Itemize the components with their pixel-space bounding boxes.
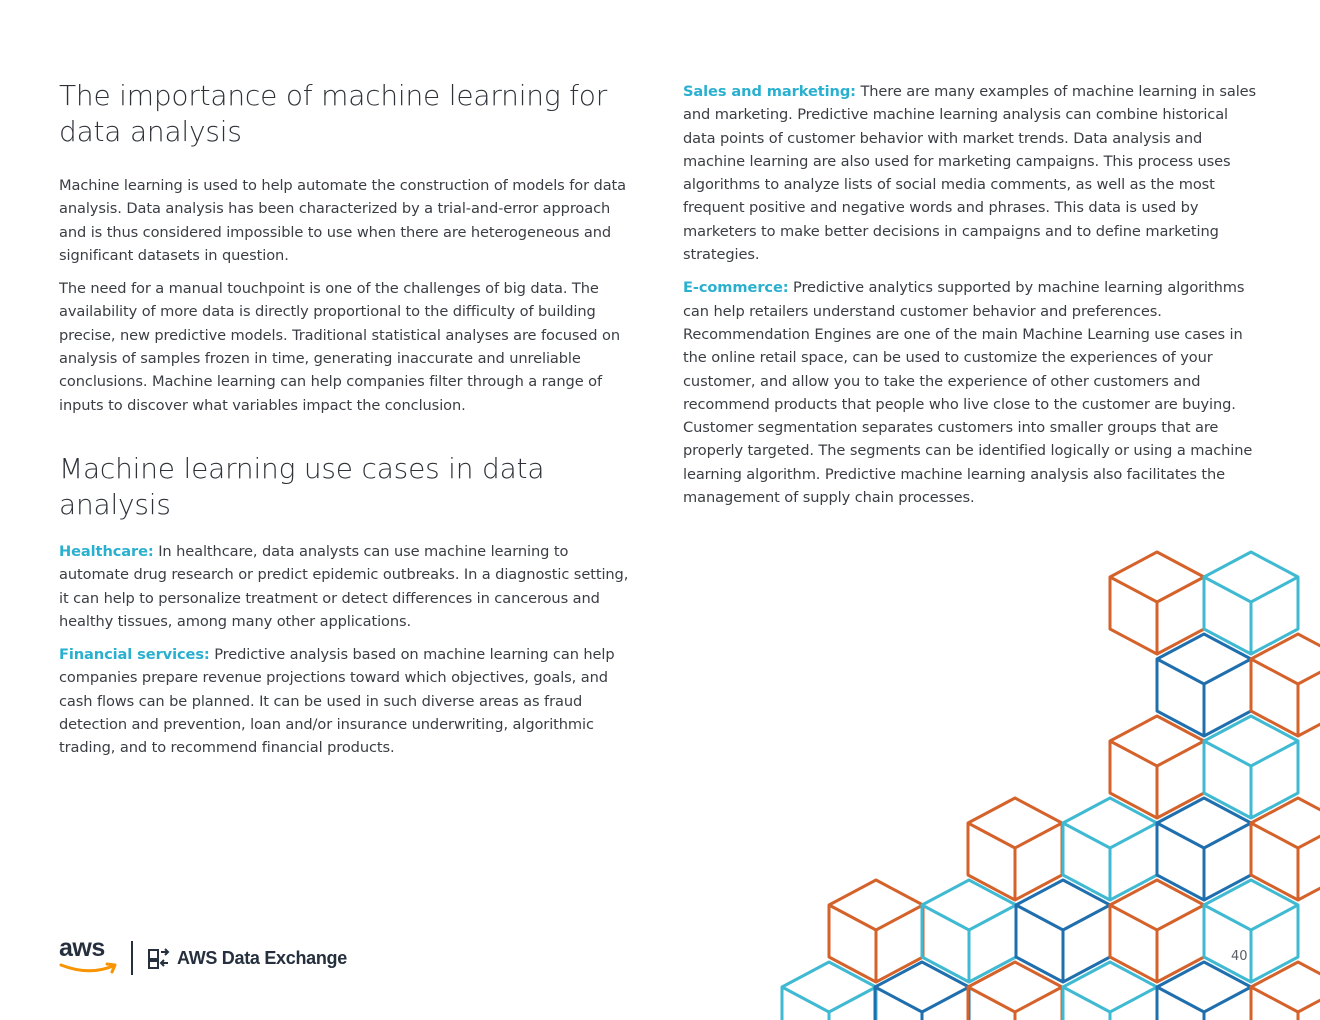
cube-shape bbox=[1110, 880, 1204, 982]
data-exchange-icon bbox=[147, 946, 171, 970]
footer-logos bbox=[59, 936, 347, 980]
cube-shape bbox=[1251, 962, 1320, 1020]
aws-logo-text: aws bbox=[59, 934, 105, 962]
cube-shape bbox=[922, 880, 1016, 982]
product-name: AWS Data Exchange bbox=[177, 947, 347, 968]
paragraph-sales bbox=[683, 80, 1258, 266]
ecommerce-label: E-commerce: bbox=[683, 279, 789, 297]
cube-shape bbox=[1063, 798, 1157, 900]
cube-shape bbox=[1157, 798, 1251, 900]
section-heading-use-cases: Machine learning use cases in data analysis bbox=[59, 451, 545, 521]
paragraph-intro: Machine learning is used to help automate the construction of models for data analysis. Data analysis has been characterized by a trial-and-error approach and is thus considered impossible to use when there are heterogeneous and significant datasets in question. bbox=[59, 177, 627, 264]
cube-shape bbox=[1110, 716, 1204, 818]
financial-text: Predictive analysis based on machine learning can help companies prepare revenue projections toward which objectives, goals, and cash flows can be planned. It can be used in such diverse areas as fraud detection and prevention, loan and/or insurance underwriting, algorithmic trading, and to recommend financial products. bbox=[59, 646, 615, 757]
cube-shape bbox=[1157, 634, 1251, 736]
cube-shape bbox=[782, 962, 876, 1020]
cube-shape bbox=[1063, 962, 1157, 1020]
cube-shape bbox=[1204, 880, 1298, 982]
aws-logo bbox=[59, 936, 123, 980]
cube-shape bbox=[875, 962, 969, 1020]
healthcare-label: Healthcare: bbox=[59, 542, 154, 560]
sales-text: There are many examples of machine learning in sales and marketing. Predictive machine learning analysis can combine historical data points of customer behavior with market trends. Data analysis and machine learning are also used for marketing campaigns. This process uses algorithms to analyze lists of social media comments, as well as the most frequent positive and negative words and phrases. This data is used by marketers to make better decisions in campaigns and to define marketing strategies. bbox=[683, 83, 1257, 264]
paragraph-healthcare bbox=[59, 540, 641, 633]
footer-divider bbox=[131, 941, 133, 975]
ecommerce-text: Predictive analytics supported by machine learning algorithms can help retailers understand customer behavior and preferences. Recommendation Engines are one of the main Machine Learning use cases in the online retail space, can be used to customize the experiences of your customer, and allow you to take the experience of other customers and recommend products that people who live close to the customer are buying. Customer segmentation separates customers into smaller groups that are properly targeted. The segments can be identified logically or using a machine learning algorithm. Predictive machine learning analysis also facilitates the management of supply chain processes. bbox=[683, 279, 1253, 507]
cube-shape bbox=[1157, 962, 1251, 1020]
right-column bbox=[683, 80, 1258, 519]
cube-shape bbox=[968, 798, 1062, 900]
left-column bbox=[59, 78, 641, 770]
cube-shape bbox=[968, 962, 1062, 1020]
cube-shape bbox=[1016, 880, 1110, 982]
paragraph-ecommerce bbox=[683, 276, 1258, 509]
cube-shape bbox=[1204, 716, 1298, 818]
healthcare-text: In healthcare, data analysts can use machine learning to automate drug research or predict epidemic outbreaks. In a diagnostic setting, it can help to personalize treatment or detect differences in cancerous and healthy tissues, among many other applications. bbox=[59, 542, 629, 630]
aws-smile-icon bbox=[59, 962, 121, 976]
cube-shape bbox=[829, 880, 923, 982]
section-heading-importance: The importance of machine learning for data analysis bbox=[59, 79, 608, 148]
cube-shape bbox=[1110, 552, 1204, 654]
paragraph-big-data: The need for a manual touchpoint is one of the challenges of big data. The availability of more data is directly proportional to the difficulty of building precise, new predictive models. Traditional statistical analyses are focused on analysis of samples frozen in time, generating inaccurate and unreliable conclusions. Machine learning can help companies filter through a range of inputs to discover what variables impact the conclusion. bbox=[59, 280, 620, 414]
page-number: 40 bbox=[1231, 949, 1248, 964]
financial-label: Financial services: bbox=[59, 646, 210, 664]
cube-shape bbox=[1204, 552, 1298, 654]
sales-label: Sales and marketing: bbox=[683, 83, 856, 100]
paragraph-financial bbox=[59, 643, 641, 759]
